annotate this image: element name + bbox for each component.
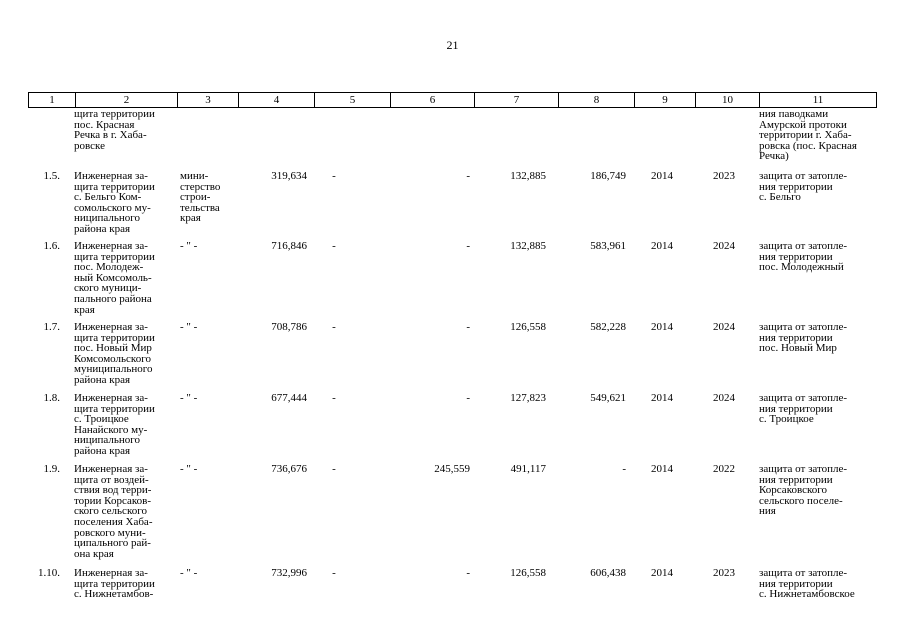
cell-end-year: 2024 (713, 321, 735, 333)
cell-result: защита от затопле- ния территории Корсаковского сельского поселе- ния (759, 463, 848, 518)
cell-number: 1.5. (43, 170, 60, 182)
column-header-9: 9 (635, 93, 696, 107)
column-header-7: 7 (475, 93, 559, 107)
cell-total: 716,846 (271, 240, 307, 252)
cell-col6: - (466, 567, 470, 579)
cell-number: 1.9. (43, 463, 60, 475)
cell-result: защита от затопле- ния территории с. Нижнетамбовское (759, 567, 855, 601)
cell-executor: мини- стерство строи- тельства края (180, 170, 221, 225)
cell-col8: 186,749 (590, 170, 626, 182)
cell-name: Инженерная за- щита территории с. Бельго Ком- сомольского му- ниципального района края (74, 170, 155, 235)
cell-start-year: 2014 (651, 463, 673, 475)
cell-name: Инженерная за- щита территории с. Троицкое Нанайского му- ниципального района края (74, 392, 155, 457)
cell-end-year: 2024 (713, 392, 735, 404)
cell-start-year: 2014 (651, 321, 673, 333)
cell-col7: 132,885 (510, 240, 546, 252)
cell-col5: - (332, 463, 336, 475)
cell-col6: - (466, 321, 470, 333)
cell-col5: - (332, 240, 336, 252)
cell-total: 732,996 (271, 567, 307, 579)
cell-result: защита от затопле- ния территории с. Троицкое (759, 392, 848, 426)
cell-executor: - " - (180, 567, 198, 579)
cell-number: 1.6. (43, 240, 60, 252)
cell-col8: 606,438 (590, 567, 626, 579)
cell-name: щита территории пос. Красная Речка в г. Хаба- ровске (74, 108, 155, 152)
cell-executor: - " - (180, 240, 198, 252)
cell-result: защита от затопле- ния территории с. Бельго (759, 170, 848, 204)
cell-result: защита от затопле- ния территории пос. Новый Мир (759, 321, 848, 355)
page-number: 21 (446, 38, 459, 52)
cell-executor: - " - (180, 392, 198, 404)
cell-total: 319,634 (271, 170, 307, 182)
cell-end-year: 2023 (713, 567, 735, 579)
column-header-5: 5 (315, 93, 391, 107)
column-header-11: 11 (812, 94, 824, 106)
cell-col8: 582,228 (590, 321, 626, 333)
cell-col5: - (332, 170, 336, 182)
cell-start-year: 2014 (651, 392, 673, 404)
column-header-3: 3 (178, 93, 239, 107)
column-header-8: 8 (559, 93, 635, 107)
cell-number: 1.8. (43, 392, 60, 404)
cell-col6: - (466, 392, 470, 404)
cell-col6: - (466, 170, 470, 182)
cell-col5: - (332, 392, 336, 404)
cell-start-year: 2014 (651, 240, 673, 252)
cell-col7: 132,885 (510, 170, 546, 182)
cell-executor: - " - (180, 321, 198, 333)
column-header-1: 1 (29, 93, 76, 107)
cell-col7: 127,823 (510, 392, 546, 404)
column-header-2: 2 (76, 93, 178, 107)
cell-name: Инженерная за- щита территории пос. Новый Мир Комсомольского муниципального района края (74, 321, 155, 386)
cell-executor: - " - (180, 463, 198, 475)
cell-col7: 126,558 (510, 567, 546, 579)
cell-col8: 549,621 (590, 392, 626, 404)
cell-col7: 491,117 (510, 463, 546, 475)
cell-col8: - (622, 463, 626, 475)
cell-start-year: 2014 (651, 567, 673, 579)
column-header-4: 4 (239, 93, 315, 107)
cell-number: 1.7. (43, 321, 60, 333)
cell-col7: 126,558 (510, 321, 546, 333)
cell-total: 677,444 (271, 392, 307, 404)
column-header-6: 6 (391, 93, 475, 107)
cell-start-year: 2014 (651, 170, 673, 182)
cell-number: 1.10. (38, 567, 60, 579)
cell-name: Инженерная за- щита территории пос. Молодеж- ный Комсомоль- ского муници- пального района края (74, 240, 155, 316)
cell-col5: - (332, 321, 336, 333)
cell-name: Инженерная за- щита территории с. Нижнетамбов- (74, 567, 155, 601)
cell-end-year: 2023 (713, 170, 735, 182)
cell-result: ния паводками Амурской протоки территории г. Хаба- ровска (пос. Красная Речка) (759, 108, 857, 163)
cell-col8: 583,961 (590, 240, 626, 252)
table-header-row (28, 92, 877, 108)
cell-end-year: 2024 (713, 240, 735, 252)
cell-total: 736,676 (271, 463, 307, 475)
cell-total: 708,786 (271, 321, 307, 333)
column-header-10: 10 (696, 93, 760, 107)
cell-result: защита от затопле- ния территории пос. Молодежный (759, 240, 848, 274)
cell-end-year: 2022 (713, 463, 735, 475)
cell-col5: - (332, 567, 336, 579)
cell-col6: 245,559 (434, 463, 470, 475)
cell-name: Инженерная за- щита от воздей- ствия вод терри- тории Корсаков- ского сельского поселения Хаба- ровского муни- ципального рай- она края (74, 463, 153, 560)
cell-col6: - (466, 240, 470, 252)
